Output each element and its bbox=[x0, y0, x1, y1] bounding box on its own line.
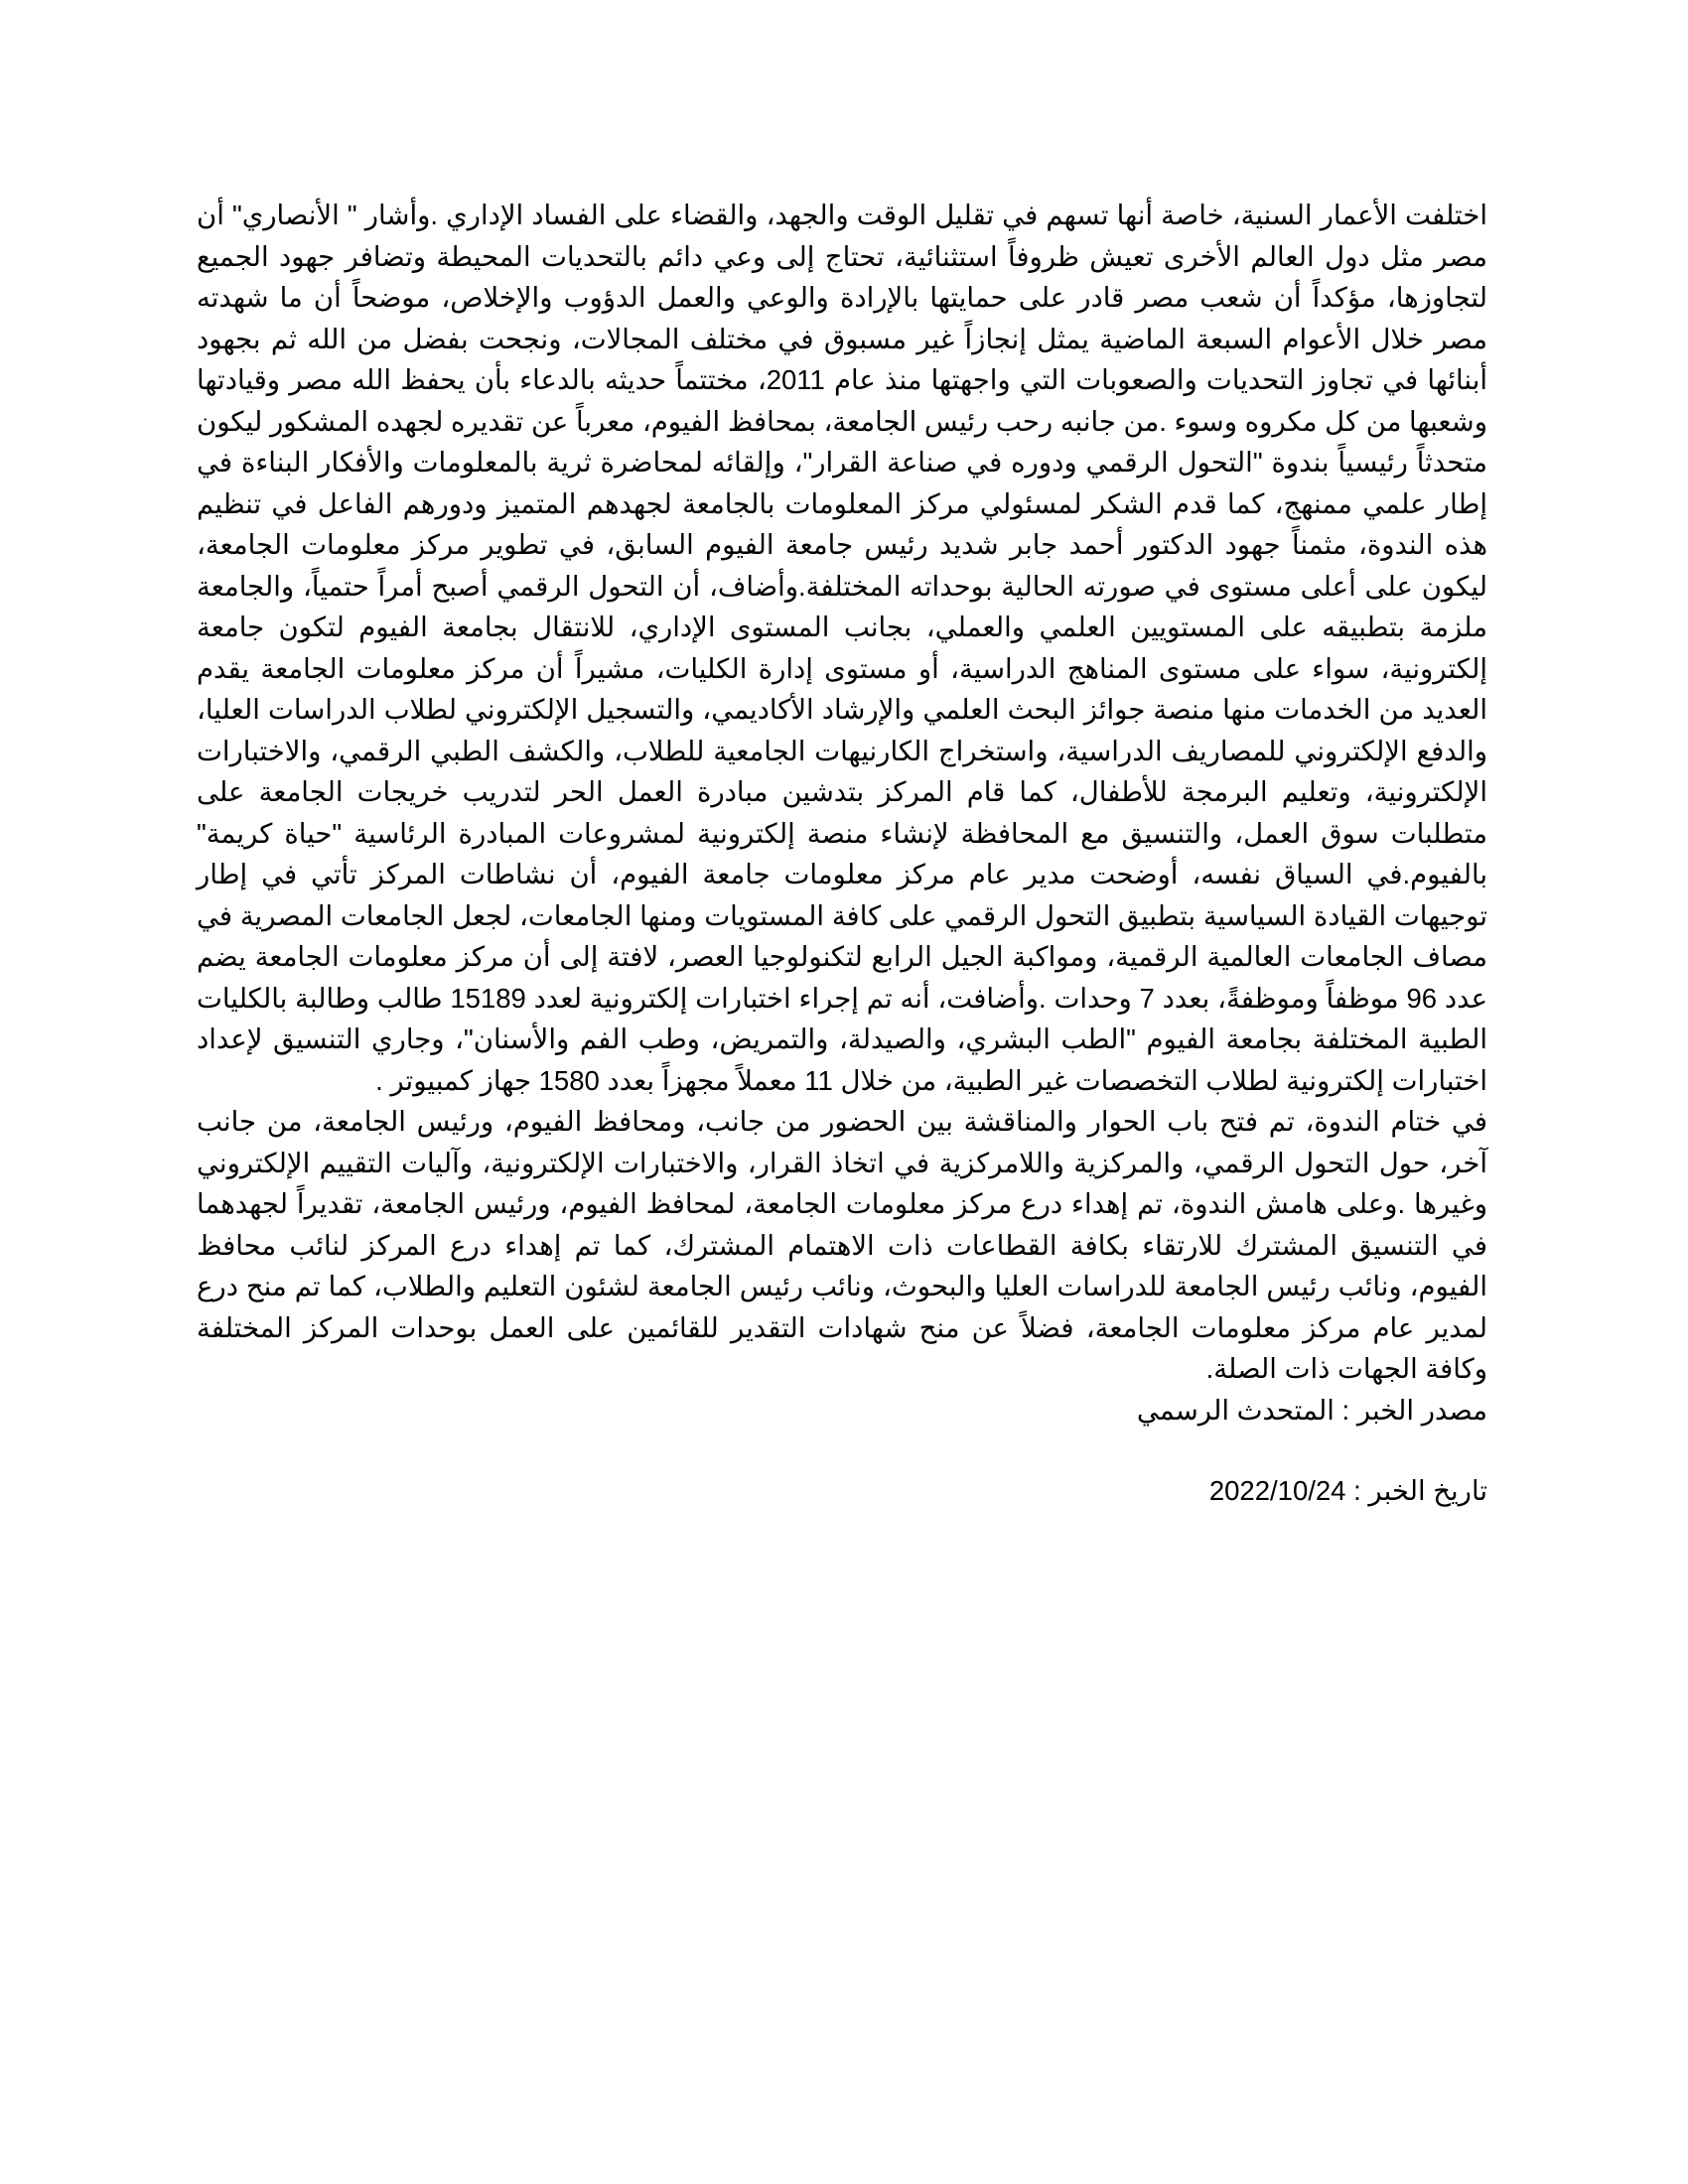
article-paragraph: في ختام الندوة، تم فتح باب الحوار والمناقشة بين الحضور من جانب، ومحافظ الفيوم، ورئيس الجامعة، من جانب آخر، حول التحول الرقمي، والمركزية واللامركزية في اتخاذ القرار، والاختبارات الإلكترونية، وآليات التقييم الإلكتروني وغيرها .وعلى هامش الندوة، تم إهداء درع مركز معلومات الجامعة، لمحافظ الفيوم، ورئيس الجامعة، تقديراً لجهدهما في التنسيق المشترك للارتقاء بكافة القطاعات ذات الاهتمام المشترك، كما تم إهداء درع المركز لنائب محافظ الفيوم، ونائب رئيس الجامعة للدراسات العليا والبحوث، ونائب رئيس الجامعة لشئون التعليم والطلاب، كما تم منح درع لمدير عام مركز معلومات الجامعة، فضلاً عن منح شهادات التقدير للقائمين على العمل بوحدات المركز المختلفة وكافة الجهات ذات الصلة. bbox=[197, 1106, 1487, 1384]
article-body bbox=[197, 195, 1487, 1512]
article-paragraph: اختلفت الأعمار السنية، خاصة أنها تسهم في تقليل الوقت والجهد، والقضاء على الفساد الإداري .وأشار " الأنصاري" أن مصر مثل دول العالم الأخرى تعيش ظروفاً استثنائية، تحتاج إلى وعي دائم بالتحديات المحيطة وتضافر جهود الجميع لتجاوزها، مؤكداً أن شعب مصر قادر على حمايتها بالإرادة والوعي والعمل الدؤوب والإخلاص، موضحاً أن ما شهدته مصر خلال الأعوام السبعة الماضية يمثل إنجازاً غير مسبوق في مختلف المجالات، ونجحت بفضل من الله ثم بجهود أبنائها في تجاوز التحديات والصعوبات التي واجهتها منذ عام 2011، مختتماً حديثه بالدعاء بأن يحفظ الله مصر وقيادتها وشعبها من كل مكروه وسوء .من جانبه رحب رئيس الجامعة، بمحافظ الفيوم، معرباً عن تقديره لجهده المشكور ليكون متحدثاً رئيسياً بندوة "التحول الرقمي ودوره في صناعة القرار"، وإلقائه لمحاضرة ثرية بالمعلومات والأفكار البناءة في إطار علمي ممنهج، كما قدم الشكر لمسئولي مركز المعلومات بالجامعة لجهدهم المتميز ودورهم الفاعل في تنظيم هذه الندوة، مثمناً جهود الدكتور أحمد جابر شديد رئيس جامعة الفيوم السابق، في تطوير مركز معلومات الجامعة، ليكون على أعلى مستوى في صورته الحالية بوحداته المختلفة.وأضاف، أن التحول الرقمي أصبح أمراً حتمياً، والجامعة ملزمة بتطبيقه على المستويين العلمي والعملي، بجانب المستوى الإداري، للانتقال بجامعة الفيوم لتكون جامعة إلكترونية، سواء على مستوى المناهج الدراسية، أو مستوى إدارة الكليات، مشيراً أن مركز معلومات الجامعة يقدم العديد من الخدمات منها منصة جوائز البحث العلمي والإرشاد الأكاديمي، والتسجيل الإلكتروني لطلاب الدراسات العليا، والدفع الإلكتروني للمصاريف الدراسية، واستخراج الكارنيهات الجامعية للطلاب، والكشف الطبي الرقمي، والاختبارات الإلكترونية، وتعليم البرمجة للأطفال، كما قام المركز بتدشين مبادرة العمل الحر لتدريب خريجات الجامعة على متطلبات سوق العمل، والتنسيق مع المحافظة لإنشاء منصة إلكترونية لمشروعات المبادرة الرئاسية "حياة كريمة" بالفيوم.في السياق نفسه، أوضحت مدير عام مركز معلومات جامعة الفيوم، أن نشاطات المركز تأتي في إطار توجيهات القيادة السياسية بتطبيق التحول الرقمي على كافة المستويات ومنها الجامعات، لجعل الجامعات المصرية في مصاف الجامعات العالمية الرقمية، ومواكبة الجيل الرابع لتكنولوجيا العصر، لافتة إلى أن مركز معلومات الجامعة يضم عدد 96 موظفاً وموظفةً، بعدد 7 وحدات .وأضافت، أنه تم إجراء اختبارات إلكترونية لعدد 15189 طالب وطالبة بالكليات الطبية المختلفة بجامعة الفيوم "الطب البشري، والصيدلة، والتمريض، وطب الفم والأسنان"، وجاري التنسيق لإعداد اختبارات إلكترونية لطلاب التخصصات غير الطبية، من خلال 11 معملاً مجهزاً بعدد 1580 جهاز كمبيوتر . bbox=[197, 200, 1487, 1096]
news-source: مصدر الخبر : المتحدث الرسمي bbox=[1136, 1394, 1487, 1426]
news-date: تاريخ الخبر : 2022/10/24 bbox=[1208, 1475, 1487, 1506]
